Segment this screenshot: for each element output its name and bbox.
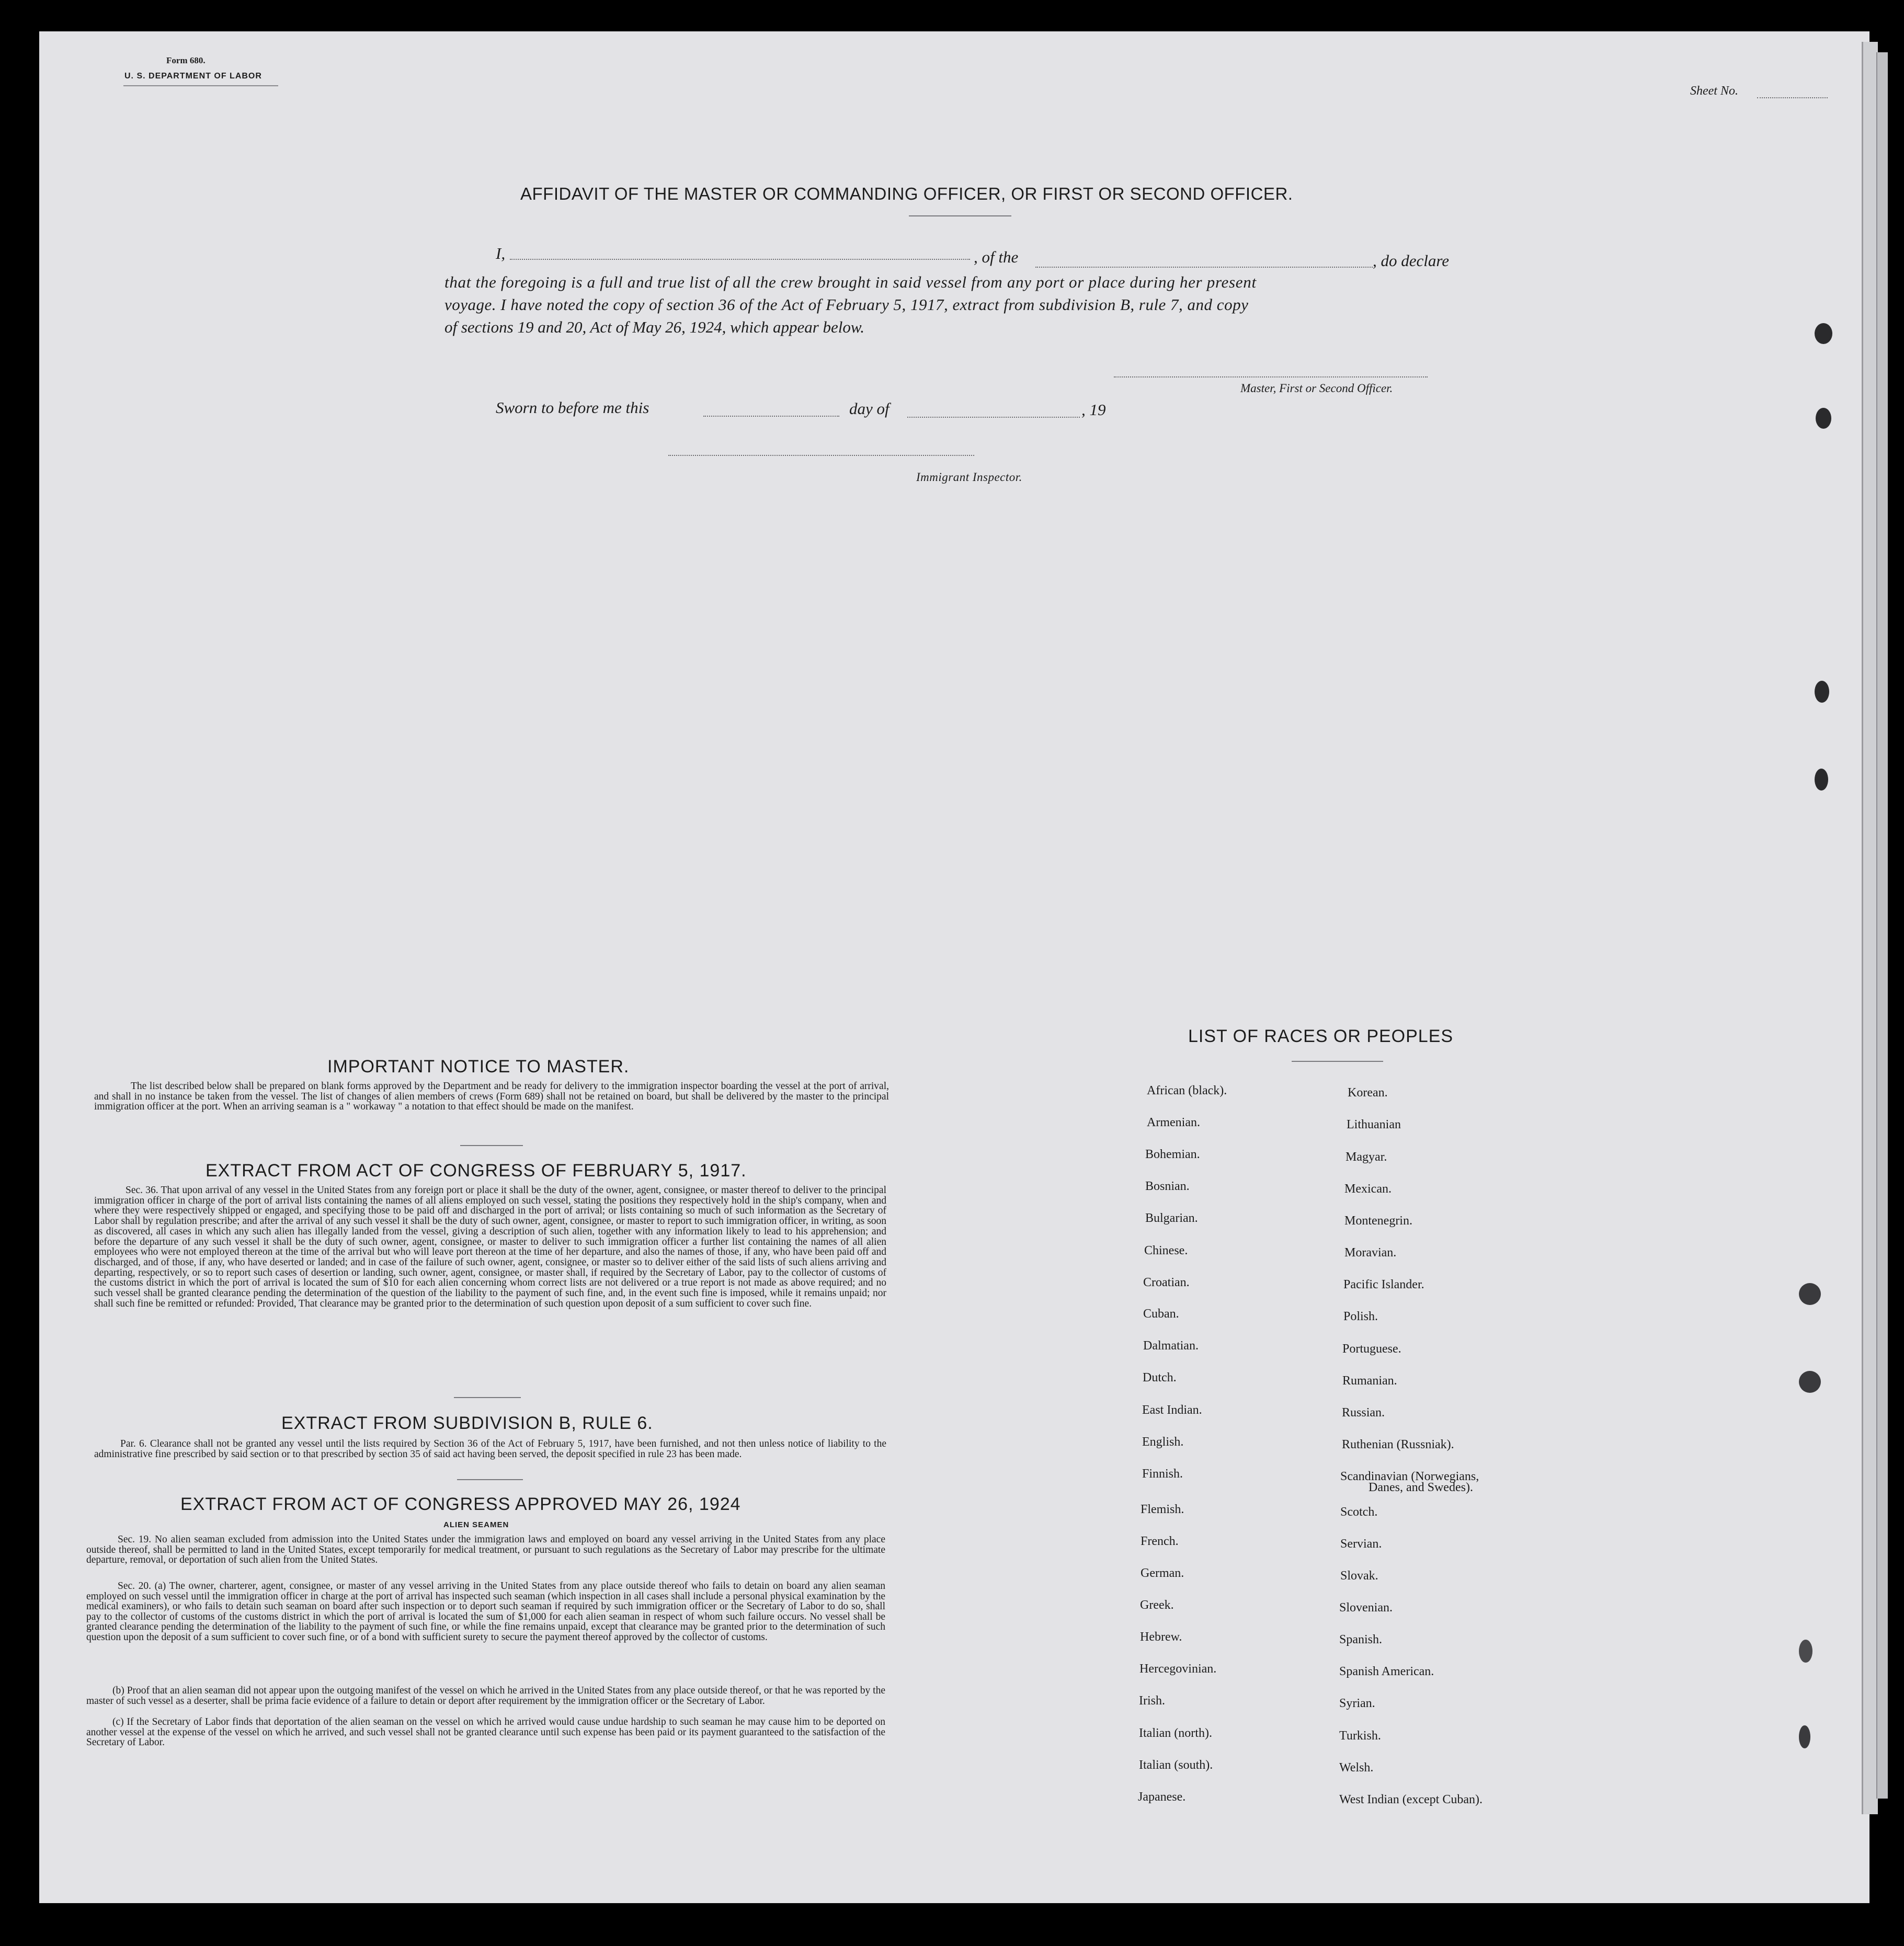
sworn-month-blank[interactable] <box>907 417 1080 418</box>
inspector-signature-line[interactable] <box>668 455 974 456</box>
race-item: Hebrew. <box>1140 1630 1182 1644</box>
race-item: Flemish. <box>1141 1503 1184 1516</box>
race-item: Italian (north). <box>1139 1726 1212 1740</box>
divider <box>460 1145 523 1146</box>
race-item: Moravian. <box>1344 1246 1397 1260</box>
race-item: Portuguese. <box>1342 1342 1401 1356</box>
race-item: Scandinavian (Norwegians, <box>1340 1470 1479 1483</box>
race-item: Montenegrin. <box>1344 1214 1412 1228</box>
sheet-number-line <box>1757 97 1828 98</box>
race-item: Lithuanian <box>1347 1118 1401 1131</box>
affidavit-line1-end: , do declare <box>1373 251 1450 270</box>
punch-hole <box>1816 408 1831 429</box>
divider <box>454 1397 521 1398</box>
extract-1924-sec20c: (c) If the Secretary of Labor finds that deportation of the alien seaman on the vessel on which he arrived would cause undue hardship to such seaman he may cause him to be deported on another vessel at the expense of the vessel on which he arrived, and such vessel shall not be granted clearance until such expense has been paid or its payment guaranteed to the satisfaction of the Secretary of Labor. <box>86 1716 885 1748</box>
extract-1924-sec20a: Sec. 20. (a) The owner, charterer, agent, consignee, or master of any vessel arriving in the United States from any place outside thereof who fails to detain on board any alien seaman employed on such vessel until the immigration officer in charge at the port of arrival has inspected such seaman (which inspection in all cases shall include a personal physical examination by the medical examiners), or who fails to detain such seaman on board after such inspection or to deport such seaman if required by such immigration officer or the Secretary of Labor to do so, shall pay to the collector of customs of the customs district in which the port of arrival is located the sum of $1,000 for each alien seaman in respect of whom such failure occurs. No vessel shall be granted clearance pending the determination of the liability to the payment of such fine, or while the fine remains unpaid, except that clearance may be granted prior to the determination of such question upon the deposit of a sum sufficient to cover such fine, or of a bond with sufficient surety to secure the payment thereof approved by the collector of customs. <box>86 1581 885 1643</box>
inspector-label: Immigrant Inspector. <box>916 471 1022 484</box>
sworn-label: Sworn to before me this <box>496 398 649 417</box>
race-item: Spanish American. <box>1339 1665 1434 1678</box>
race-item: African (black). <box>1147 1084 1227 1097</box>
title-divider <box>909 215 1011 216</box>
notice-text: The list described below shall be prepared on blank forms approved by the Department and be ready for delivery to the immigration inspector boarding the vessel at the port of arrival, and shall in no instance be taken from the vessel. The list of changes of alien members of crews (Form 689) shall not be retained on board, but shall be delivered by the master to the principal immigration officer at the port. When an arriving seaman is a " workaway " a notation to that effect should be made on the manifest. <box>94 1081 889 1113</box>
race-item: Japanese. <box>1138 1790 1186 1804</box>
race-item: Armenian. <box>1147 1116 1200 1129</box>
name-blank[interactable] <box>510 259 970 260</box>
punch-hole <box>1799 1640 1812 1663</box>
extract-1924-sec20b: (b) Proof that an alien seaman did not appear upon the outgoing manifest of the vessel on which he arrived in the United States from any place outside thereof, or that he was reported by the master of such vessel as a deserter, shall be prima facie evidence of a failure to detain or deport after requirement by the immigration officer or the Secretary of Labor. <box>86 1685 885 1707</box>
page-edge-back <box>1876 52 1888 1799</box>
race-item: Cuban. <box>1143 1307 1179 1321</box>
races-divider <box>1292 1061 1383 1062</box>
race-item-continuation: Danes, and Swedes). <box>1369 1481 1473 1494</box>
notice-title: IMPORTANT NOTICE TO MASTER. <box>327 1057 630 1077</box>
punch-hole <box>1799 1283 1821 1305</box>
day-of-label: day of <box>849 399 890 418</box>
extract-rule6-text: Par. 6. Clearance shall not be granted any vessel until the lists required by Section 36 of the Act of February 5, 1917, have been furnished, and not then unless notice of liability to the administrative fine prescribed by said section or to that prescribed by section 35 of said act having been served, the deposit specified in rule 23 has been made. <box>94 1438 886 1460</box>
department-name: U. S. DEPARTMENT OF LABOR <box>124 72 262 81</box>
race-item: Irish. <box>1139 1694 1165 1708</box>
extract-1917-text: Sec. 36. That upon arrival of any vessel in the United States from any foreign port or place it shall be the duty of the owner, agent, consignee, or master thereof to deliver to the principal immigration officer in charge of the port of arrival lists containing the names of all aliens employed on such vessel, stating the positions they respectively hold in the ship's company, when and where they were respectively shipped or engaged, and specifying those to be paid off and discharged in the port of arrival; or lists containing so much of such information as the Secretary of Labor shall by regulation prescribe; and after the arrival of any such vessel it shall be the duty of such owner, agent, consignee, or master to report to such immigration officer, in writing, as soon as discovered, all cases in which any such alien has illegally landed from the vessel, giving a description of such alien, together with any information likely to lead to his apprehension; and before the departure of any such vessel it shall be the duty of such owner, agent, consignee, or master to deliver to such immigration officer a further list containing the names of all alien employees who were not employed thereon at the time of the arrival but who will leave port thereon at the time of her departure, and also the names of those, if any, who have been paid off and discharged, and of those, if any, who have deserted or landed; and in case of the failure of such owner, agent, consignee, or master so to deliver either of the said lists of such aliens arriving and departing, respectively, or so to report such cases of desertion or landing, such owner, agent, consignee, or master shall, if required by the Secretary of Labor, pay to the collector of customs of the customs district in which the port of arrival is located the sum of $10 for each alien concerning whom correct lists are not delivered or a true report is not made as above required; and no such vessel shall be granted clearance pending the determination of the question of the liability to the payment of such fine, and, in the event such fine is imposed, while it remains unpaid; nor shall such fine be remitted or refunded: Provided, That clearance may be granted prior to the determination of such question upon deposit of a sum sufficient to cover such fine. <box>94 1185 886 1309</box>
race-item: Slovak. <box>1340 1569 1378 1583</box>
race-item: West Indian (except Cuban). <box>1339 1793 1483 1806</box>
sheet-number-label: Sheet No. <box>1690 84 1738 98</box>
race-item: Bosnian. <box>1145 1180 1190 1193</box>
punch-hole <box>1815 323 1832 344</box>
race-item: Italian (south). <box>1139 1758 1213 1772</box>
race-item: Croatian. <box>1143 1276 1190 1289</box>
signature-label: Master, First or Second Officer. <box>1240 382 1393 395</box>
extract-rule6-title: EXTRACT FROM SUBDIVISION B, RULE 6. <box>281 1413 653 1433</box>
header-underline <box>123 85 278 86</box>
affidavit-line3: voyage. I have noted the copy of section 36 of the Act of February 5, 1917, extract from subdivision B, rule 7, and copy <box>444 295 1249 314</box>
affidavit-title: AFFIDAVIT OF THE MASTER OR COMMANDING OFFICER, OR FIRST OR SECOND OFFICER. <box>520 184 1293 203</box>
race-item: English. <box>1142 1435 1184 1449</box>
race-item: East Indian. <box>1142 1403 1202 1417</box>
race-item: Mexican. <box>1344 1182 1392 1196</box>
sworn-day-blank[interactable] <box>703 416 839 417</box>
race-item: German. <box>1141 1566 1184 1580</box>
race-item: Hercegovinian. <box>1139 1662 1217 1676</box>
signature-line[interactable] <box>1114 376 1428 377</box>
page-edge <box>1862 42 1878 1814</box>
divider <box>457 1479 523 1480</box>
race-item: Rumanian. <box>1342 1374 1397 1388</box>
punch-hole <box>1799 1725 1810 1748</box>
race-item: Finnish. <box>1142 1467 1183 1481</box>
race-item: Pacific Islander. <box>1343 1278 1424 1291</box>
races-title: LIST OF RACES OR PEOPLES <box>1188 1026 1454 1046</box>
race-item: Korean. <box>1348 1086 1388 1100</box>
race-item: Syrian. <box>1339 1697 1375 1710</box>
extract-1917-title: EXTRACT FROM ACT OF CONGRESS OF FEBRUARY 5, 1917. <box>206 1161 747 1181</box>
race-item: Ruthenian (Russniak). <box>1342 1438 1454 1451</box>
race-item: Welsh. <box>1339 1761 1374 1775</box>
affidavit-line1-mid: , of the <box>974 248 1019 266</box>
extract-1924-subtitle: ALIEN SEAMEN <box>443 1520 509 1529</box>
race-item: Dutch. <box>1143 1371 1177 1384</box>
race-item: Spanish. <box>1339 1633 1383 1646</box>
punch-hole <box>1799 1371 1821 1393</box>
race-item: Polish. <box>1343 1310 1378 1323</box>
vessel-blank[interactable] <box>1035 267 1373 268</box>
form-number: Form 680. <box>166 55 206 65</box>
race-item: Slovenian. <box>1339 1601 1393 1615</box>
race-item: French. <box>1141 1535 1179 1548</box>
race-item: Turkish. <box>1339 1729 1381 1743</box>
race-item: Bohemian. <box>1145 1148 1200 1161</box>
year-prefix: , 19 <box>1081 400 1106 419</box>
race-item: Bulgarian. <box>1145 1211 1198 1225</box>
affidavit-line1-start: I, <box>496 244 506 262</box>
race-item: Dalmatian. <box>1143 1339 1199 1353</box>
race-item: Magyar. <box>1346 1150 1387 1164</box>
extract-1924-title: EXTRACT FROM ACT OF CONGRESS APPROVED MAY 26, 1924 <box>180 1494 741 1514</box>
race-item: Servian. <box>1340 1537 1382 1551</box>
extract-1924-sec19: Sec. 19. No alien seaman excluded from admission into the United States under the immigration laws and employed on board any vessel arriving in the United States from any place outside thereof, shall be permitted to land in the United States, except temporarily for medical treatment, or pursuant to such regulations as the Secretary of Labor may prescribe for the ultimate departure, removal, or deportation of such alien from the United States. <box>86 1534 885 1566</box>
race-item: Chinese. <box>1144 1244 1188 1257</box>
punch-hole <box>1815 681 1829 703</box>
race-item: Scotch. <box>1340 1505 1378 1519</box>
affidavit-line2: that the foregoing is a full and true list of all the crew brought in said vessel from any port or place during her present <box>444 273 1257 291</box>
affidavit-line4: of sections 19 and 20, Act of May 26, 1924, which appear below. <box>444 318 865 336</box>
race-item: Greek. <box>1140 1598 1174 1612</box>
race-item: Russian. <box>1342 1406 1385 1420</box>
punch-hole <box>1815 769 1828 791</box>
